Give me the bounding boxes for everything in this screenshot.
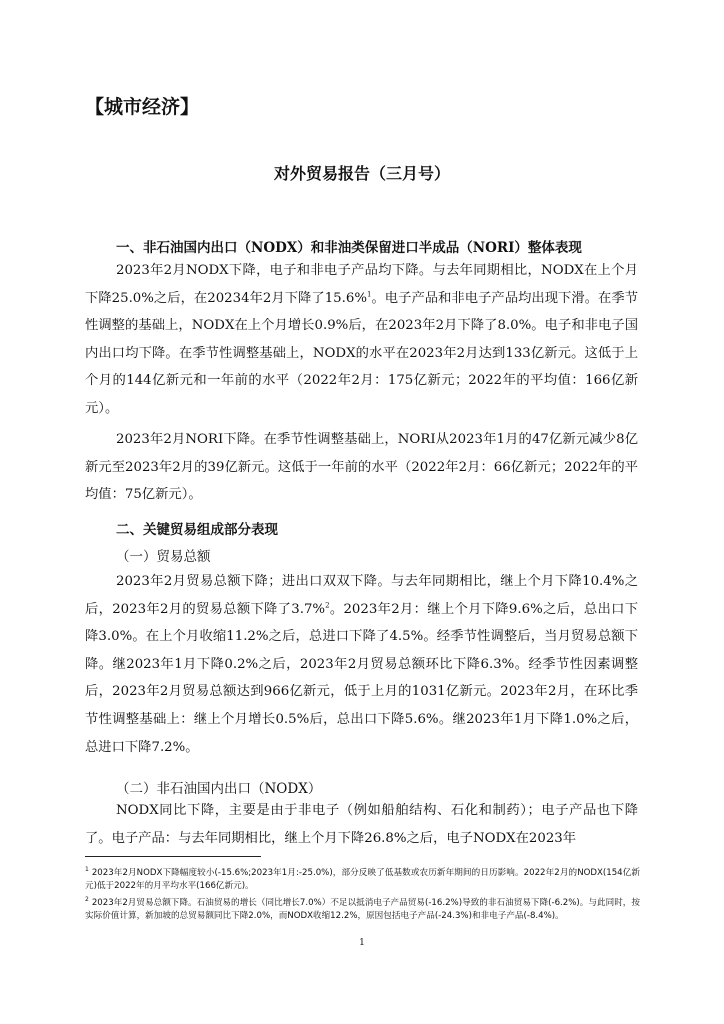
subsection-heading-total-trade: （一）贸易总额 [116,549,211,565]
footnote-mark: 2 [85,896,89,903]
paragraph-text: 。电子产品和非电子产品均出现下滑。在季节性调整的基础上，NODX在上个月增长0.9%后，在2023年2月下降了8.0%。电子和非电子国内出口均下降。在季节性调整基础上，NODX的水平在2023年2月达到133亿新元。这低于上个月的144亿新元和一年前的水平（2022年2月：175亿新元；2022年的平均值：166亿新元）。 [85,290,638,416]
paragraph-nodx [85,257,638,423]
subsection-heading-nodx: （二）非石油国内出口（NODX） [116,781,322,797]
section-tag: 【城市经济】 [85,96,200,118]
page-number: 1 [359,938,365,948]
paragraph-text: 。2023年2月：继上个月下降9.6%之后，总出口下降3.0%。在上个月收缩11.2%之后，总进口下降了4.5%。经季节性调整后，当月贸易总额下降。继2023年1月下降0.2%之后，2023年2月贸易总额环比下降6.3%。经季节性因素调整后，2023年2月贸易总额达到966亿新元，低于上月的1031亿新元。2023年2月，在环比季节性调整基础上：继上个月增长0.5%后，总出口下降5.6%。继2023年1月下降1.0%之后，总进口下降7.2%。 [85,601,638,755]
footnote-ref-1[interactable]: 1 [366,290,372,299]
paragraph-nori [85,426,638,509]
paragraph-total-trade [85,568,638,761]
footnote-separator [85,856,261,857]
paragraph-text: 2023年2月NODX下降，电子和非电子产品均下降。与去年同期相比，NODX在上个月下降25.0%之后，在20234年2月下降了15.6% [85,263,638,306]
footnote-1 [85,863,640,894]
footnote-text: 2023年2月NODX下降幅度较小(-15.6%;2023年1月:-25.0%)，部分反映了低基数或农历新年期间的日历影响。2022年2月的NODX(154亿新元)低于2022年的月平均水平(166亿新元)。 [85,867,640,892]
paragraph-text: NODX同比下降，主要是由于非电子（例如船舶结构、石化和制药）；电子产品也下降了。电子产品：与去年同期相比，继上个月下降26.8%之后，电子NODX在2023年 [85,803,638,846]
document-title: 对外贸易报告（三月号） [273,164,450,183]
section-heading-1: 一、非石油国内出口（NODX）和非油类保留进口半成品（NORI）整体表现 [116,240,582,256]
footnote-2 [85,893,640,924]
footnote-text: 2023年2月贸易总额下降。石油贸易的增长（同比增长7.0%）不足以抵消电子产品贸易(-16.2%)导致的非石油贸易下降(-6.2%)。与此同时，按实际价值计算，新加坡的总贸易额同比下降2.0%，而NODX收缩12.2%，原因包括电子产品(-24.3%)和非电子产品(-8.4%)。 [85,897,640,922]
footnote-ref-2[interactable]: 2 [325,601,330,610]
paragraph-text: 2023年2月贸易总额下降；进出口双双下降。与去年同期相比，继上个月下降10.4%之后，2023年2月的贸易总额下降了3.7% [85,574,638,617]
footnote-mark: 1 [85,866,89,873]
paragraph-text: 2023年2月NORI下降。在季节性调整基础上，NORI从2023年1月的47亿新元减少8亿新元至2023年2月的39亿新元。这低于一年前的水平（2022年2月：66亿新元；2022年的平均值：75亿新元）。 [85,432,638,503]
section-heading-2: 二、关键贸易组成部分表现 [116,522,278,538]
paragraph-nodx-detail [85,797,638,852]
